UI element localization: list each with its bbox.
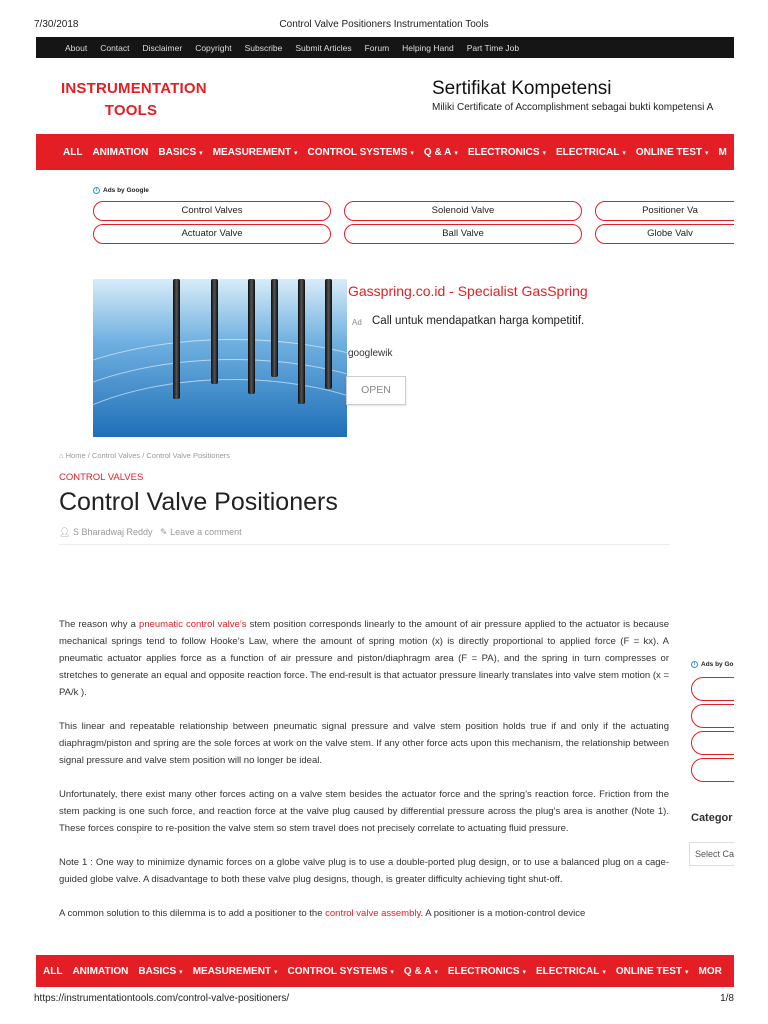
breadcrumb-home[interactable]: Home (65, 451, 86, 460)
ad-badge: Ad (352, 318, 362, 327)
nav-label: MEASUREMENT (192, 965, 272, 977)
chevron-down-icon: ▾ (705, 149, 709, 157)
nav-label: Q & A (403, 965, 432, 977)
ad-pill-globe-valve[interactable]: Globe Valv (595, 224, 734, 244)
sidebar-ads-by-google[interactable]: i Ads by Go (691, 661, 734, 668)
paragraph: This linear and repeatable relationship between pneumatic signal pressure and valve stem position holds true if and only if the actuating diaphragm/piston and spring are the sole forces at work on the valve stem. If any other force acts upon this mechanism, the relationship between signal pressure and valve stem position will no longer be ideal. (59, 721, 669, 766)
nav-item-all[interactable] (63, 147, 82, 158)
breadcrumb-section[interactable]: Control Valves (91, 451, 141, 460)
sidebar-categories-heading: Categor (691, 812, 733, 824)
top-link-copyright[interactable]: Copyright (195, 42, 232, 53)
bottom-nav-item-electronics[interactable] (448, 966, 526, 977)
chevron-down-icon: ▾ (622, 149, 626, 157)
bottom-nav-item-all[interactable] (43, 966, 62, 977)
web-page (36, 37, 734, 987)
nav-label: ONLINE TEST (635, 146, 702, 158)
sidebar-ad-pill[interactable] (691, 677, 734, 701)
article-body (59, 616, 669, 939)
top-link-submit-articles[interactable]: Submit Articles (295, 42, 352, 53)
nav-label: Q & A (423, 146, 452, 158)
ad-pill-solenoid-valve[interactable]: Solenoid Valve (344, 201, 582, 221)
gasspring-ad-title[interactable]: Gasspring.co.id - Specialist GasSpring (348, 283, 588, 299)
leave-comment-link[interactable]: Leave a comment (170, 527, 242, 537)
chevron-down-icon: ▾ (434, 968, 438, 976)
category-select[interactable]: Select Ca (689, 842, 734, 866)
chevron-down-icon: ▾ (294, 149, 298, 157)
divider (59, 544, 670, 545)
bottom-nav-item-online-test[interactable] (616, 966, 689, 977)
paragraph: A common solution to this dilemma is to add a positioner to the control valve assembly. A positioner is a motion-control device (59, 908, 586, 919)
sidebar-ad-pill[interactable] (691, 704, 734, 728)
gas-spring-rod (271, 279, 278, 377)
chevron-down-icon: ▾ (454, 149, 458, 157)
chevron-down-icon: ▾ (542, 149, 547, 157)
gas-spring-rod (248, 279, 255, 394)
sidebar-ad-pill[interactable] (691, 731, 734, 755)
breadcrumb (59, 451, 230, 460)
nav-item-m[interactable] (719, 147, 727, 158)
print-date: 7/30/2018 (34, 19, 79, 30)
nav-item-measurement[interactable] (213, 147, 298, 158)
post-title: Control Valve Positioners (59, 488, 338, 516)
nav-label: ELECTRICAL (536, 965, 600, 977)
nav-item-electrical[interactable] (556, 147, 626, 158)
post-meta (59, 527, 242, 538)
sticky-bottom-navigation (36, 955, 734, 987)
breadcrumb-separator: / (85, 451, 92, 460)
nav-label: M (718, 146, 727, 158)
nav-label: MOR (698, 965, 722, 977)
nav-label: ELECTRONICS (447, 965, 520, 977)
nav-label: BASICS (138, 965, 177, 977)
paragraph: Unfortunately, there exist many other forces acting on a valve stem besides the actuator force and the spring’s reaction force. Friction from the stem packing is one such force, and reaction force at the valve plug caused by differential pressure across the plug’s area is another (Note 1). These forces conspire to re-position the valve stem so stem travel does not precisely correlate to actuating fluid pressure. (59, 789, 669, 834)
nav-item-q-a[interactable] (424, 147, 458, 158)
top-link-about[interactable]: About (65, 42, 88, 53)
home-icon: ⌂ (59, 451, 64, 460)
print-header (0, 0, 768, 36)
gasspring-ad-domain: googlewik (348, 348, 393, 359)
post-category[interactable]: CONTROL VALVES (59, 472, 144, 483)
breadcrumb-current: Control Valve Positioners (146, 451, 231, 460)
ads-by-google-label[interactable]: i Ads by Google (93, 187, 149, 194)
gas-spring-rod (298, 279, 305, 404)
print-footer (0, 990, 768, 1010)
nav-item-animation[interactable] (92, 147, 148, 158)
logo-line1: INSTRUMENTATION (61, 80, 207, 97)
header-ad-description: Miliki Certificate of Accomplishment sebagai bukti kompetensi A (432, 102, 714, 113)
ad-open-button[interactable]: OPEN (346, 376, 406, 405)
logo-line2: TOOLS (104, 102, 158, 119)
top-link-forum[interactable]: Forum (364, 42, 390, 53)
top-link-subscribe[interactable]: Subscribe (244, 42, 283, 53)
nav-label: ALL (43, 965, 63, 977)
comment-icon: ✎ (160, 527, 168, 537)
post-author[interactable]: S Bharadwaj Reddy (72, 527, 153, 537)
bottom-nav-list (36, 955, 734, 987)
nav-label: ANIMATION (72, 965, 129, 977)
top-link-contact[interactable]: Contact (100, 42, 130, 53)
chevron-down-icon: ▾ (685, 968, 689, 976)
print-page-number: 1/8 (720, 993, 734, 1004)
nav-label: CONTROL SYSTEMS (307, 146, 408, 158)
chevron-down-icon: ▾ (410, 149, 414, 157)
bottom-nav-item-electrical[interactable] (536, 966, 606, 977)
gasspring-ad-image[interactable] (93, 279, 347, 437)
chevron-down-icon: ▾ (274, 968, 278, 976)
top-links-list (65, 37, 532, 58)
top-utility-bar (36, 37, 734, 58)
nav-label: BASICS (158, 146, 197, 158)
chevron-down-icon: ▾ (522, 968, 527, 976)
ad-pill-control-valves[interactable]: Control Valves (93, 201, 331, 221)
top-link-helping-hand[interactable]: Helping Hand (402, 42, 454, 53)
nav-label: MEASUREMENT (212, 146, 292, 158)
top-link-disclaimer[interactable]: Disclaimer (142, 42, 183, 53)
bottom-nav-item-measurement[interactable] (193, 966, 278, 977)
nav-item-online-test[interactable] (636, 147, 709, 158)
nav-label: ANIMATION (92, 146, 149, 158)
header-ad-title[interactable]: Sertifikat Kompetensi (432, 78, 612, 99)
chevron-down-icon: ▾ (199, 149, 203, 157)
bottom-nav-item-animation[interactable] (72, 966, 128, 977)
breadcrumb-separator: / (140, 451, 147, 460)
chevron-down-icon: ▾ (390, 968, 394, 976)
gas-spring-rod (173, 279, 180, 399)
print-page-title: Control Valve Positioners Instrumentation Tools (279, 19, 489, 30)
top-link-part-time-job[interactable]: Part Time Job (466, 42, 520, 53)
ad-pill-actuator-valve[interactable]: Actuator Valve (93, 224, 331, 244)
control-valve-assembly-link[interactable]: control valve assembly (325, 908, 421, 919)
chevron-down-icon: ▾ (179, 968, 183, 976)
user-icon: 👤︎ (59, 527, 71, 537)
nav-label: CONTROL SYSTEMS (287, 965, 388, 977)
paragraph: The reason why a pneumatic control valve’s stem position corresponds linearly to the amount of air pressure applied to the actuator is because mechanical springs tend to follow Hooke’s Law, where the amount of spring motion (x) is directly proportional to applied force (F = kx). A pneumatic actuator applies force as a function of air pressure and piston/diaphragm area (F = PA), and the spring in turn compresses or stretches to generate an equal and opposite reaction force. The end-result is that actuator pressure linearly translates into valve stem motion (x = PA/k ). (59, 619, 669, 698)
bottom-nav-item-mor[interactable] (699, 966, 722, 977)
gas-spring-rod (211, 279, 218, 384)
nav-label: ELECTRONICS (467, 146, 540, 158)
nav-item-basics[interactable] (158, 147, 202, 158)
bottom-nav-item-basics[interactable] (138, 966, 182, 977)
site-logo[interactable] (61, 78, 207, 122)
info-icon: i (93, 187, 100, 194)
main-nav-list (36, 134, 734, 170)
bottom-nav-item-q-a[interactable] (404, 966, 438, 977)
nav-label: ALL (63, 146, 83, 158)
chevron-down-icon: ▾ (602, 968, 606, 976)
ad-pill-ball-valve[interactable]: Ball Valve (344, 224, 582, 244)
nav-label: ELECTRICAL (556, 146, 620, 158)
nav-item-control-systems[interactable] (308, 147, 414, 158)
sidebar-ad-pill[interactable] (691, 758, 734, 782)
gas-spring-rod (325, 279, 332, 389)
gasspring-ad-text: Call untuk mendapatkan harga kompetitif. (372, 315, 585, 327)
nav-label: ONLINE TEST (615, 965, 682, 977)
paragraph: Note 1 : One way to minimize dynamic forces on a globe valve plug is to use a double-ported plug design, or to use a balanced plug on a cage-guided globe valve. A disadvantage to both these valve plug designs, though, is greater difficulty achieving tight shut-off. (59, 857, 669, 885)
bottom-nav-item-control-systems[interactable] (288, 966, 394, 977)
ad-pill-positioner-valve[interactable]: Positioner Va (595, 201, 734, 221)
pneumatic-control-valve-link[interactable]: pneumatic control valve’s (139, 619, 247, 630)
info-icon: i (691, 661, 698, 668)
print-url: https://instrumentationtools.com/control-valve-positioners/ (34, 993, 290, 1004)
nav-item-electronics[interactable] (468, 147, 546, 158)
main-navigation (36, 134, 734, 170)
